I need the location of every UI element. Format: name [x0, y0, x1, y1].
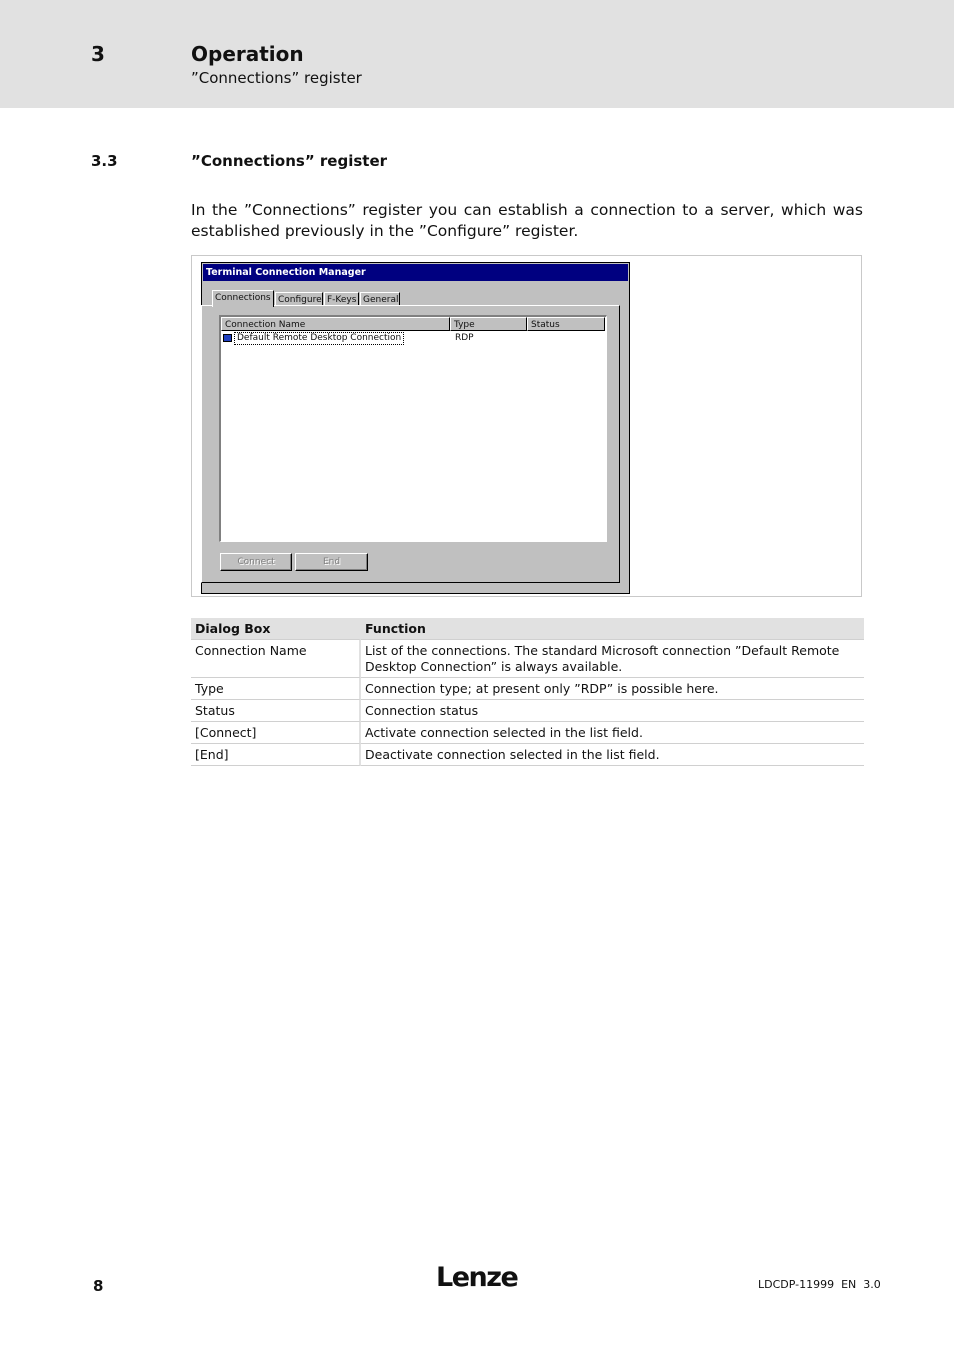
chapter-number: 3 — [91, 42, 105, 66]
lenze-logo: Lenze — [436, 1262, 518, 1293]
list-item[interactable] — [223, 332, 603, 345]
column-header-type[interactable]: Type — [450, 317, 527, 331]
table-cell: Type — [191, 678, 361, 700]
connections-list[interactable] — [219, 315, 607, 542]
dialog-function-table — [191, 618, 864, 766]
section-number: 3.3 — [91, 152, 118, 170]
dialog-title-bar: Terminal Connection Manager — [203, 264, 628, 281]
table-header-dialog-box: Dialog Box — [191, 618, 361, 640]
table-cell: Connection Name — [191, 640, 361, 678]
chapter-header — [0, 0, 954, 108]
table-row — [191, 640, 864, 678]
column-header-status[interactable]: Status — [527, 317, 605, 331]
end-button[interactable]: End — [295, 553, 368, 571]
connection-type: RDP — [455, 333, 474, 343]
table-cell: Activate connection selected in the list field. — [361, 722, 864, 744]
connect-button[interactable]: Connect — [220, 553, 292, 571]
remote-desktop-icon — [223, 334, 232, 342]
table-header-function: Function — [361, 618, 864, 640]
tab-general[interactable]: General — [360, 292, 400, 306]
column-header-connection-name[interactable]: Connection Name — [221, 317, 450, 331]
table-row — [191, 678, 864, 700]
table-cell: Connection type; at present only ”RDP” is possible here. — [361, 678, 864, 700]
table-cell: List of the connections. The standard Microsoft connection ”Default Remote Desktop Connection” is always available. — [361, 640, 864, 678]
tab-f-keys[interactable]: F-Keys — [324, 292, 359, 306]
connection-name: Default Remote Desktop Connection — [234, 332, 404, 345]
table-row — [191, 722, 864, 744]
table-cell: Status — [191, 700, 361, 722]
chapter-subtitle: ”Connections” register — [191, 69, 362, 87]
table-cell: Deactivate connection selected in the list field. — [361, 744, 864, 766]
table-row — [191, 744, 864, 766]
table-row — [191, 700, 864, 722]
table-header-row — [191, 618, 864, 640]
tab-connections[interactable]: Connections — [212, 290, 274, 307]
tab-configure[interactable]: Configure — [275, 292, 323, 306]
table-cell: [Connect] — [191, 722, 361, 744]
table-cell: [End] — [191, 744, 361, 766]
section-title: ”Connections” register — [191, 152, 388, 170]
table-cell: Connection status — [361, 700, 864, 722]
chapter-title: Operation — [191, 42, 304, 66]
document-id: LDCDP-11999 EN 3.0 — [758, 1278, 881, 1291]
page-number: 8 — [93, 1277, 104, 1295]
intro-paragraph: In the ”Connections” register you can establish a connection to a server, which was established previously in the ”Configure” register. — [191, 201, 863, 240]
